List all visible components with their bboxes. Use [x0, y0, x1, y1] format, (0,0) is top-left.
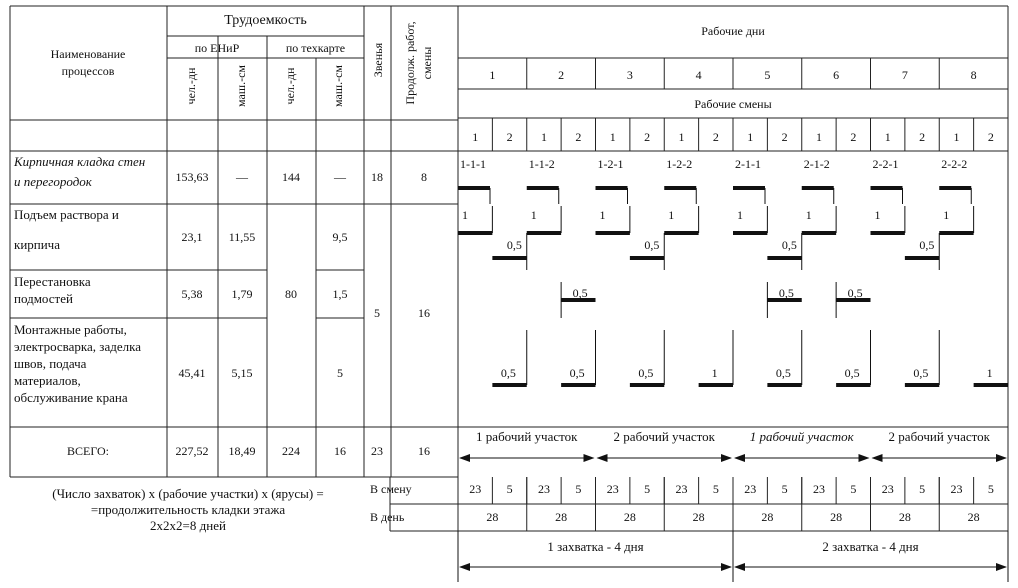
- per-day-value-3: 28: [623, 510, 636, 524]
- shift-number-5: 1: [609, 130, 616, 144]
- row3-name-1: Перестановка: [14, 274, 91, 289]
- row1-tech-man: 144: [282, 170, 300, 184]
- section-arrow-head-r-4: [996, 454, 1007, 462]
- grip-label-2: 2 захватка - 4 дня: [822, 539, 919, 554]
- note-line-1: (Число захваток) х (рабочие участки) х (ярусы) =: [52, 486, 324, 501]
- row2-name-2: кирпича: [14, 237, 60, 252]
- per-shift-value-6: 5: [644, 482, 651, 496]
- lift-label-high-7: 1: [874, 208, 881, 222]
- merged-tech-man: 80: [285, 287, 297, 301]
- row2-tech-mach: 9,5: [332, 230, 348, 244]
- shift-number-8: 2: [712, 130, 719, 144]
- section-arrow-head-l-2: [597, 454, 608, 462]
- header-crews: Звенья: [371, 42, 385, 78]
- masonry-label-6: 2-1-2: [803, 157, 830, 171]
- per-shift-value-13: 23: [881, 482, 894, 496]
- row1-crews: 18: [371, 170, 383, 184]
- shift-number-2: 2: [506, 130, 513, 144]
- masonry-label-2: 1-1-2: [528, 157, 555, 171]
- grip-arrow-head-l-1: [459, 563, 470, 571]
- masonry-label-8: 2-2-2: [941, 157, 968, 171]
- header-techcard: по техкарте: [285, 41, 346, 55]
- day-number-8: 8: [970, 68, 977, 82]
- per-day-value-8: 28: [967, 510, 980, 524]
- per-day-label: В день: [370, 510, 405, 524]
- per-day-value-4: 28: [692, 510, 705, 524]
- total-duration: 16: [418, 444, 430, 458]
- section-arrow-head-r-3: [859, 454, 870, 462]
- total-enir-mach: 18,49: [228, 444, 256, 458]
- masonry-label-4: 1-2-2: [666, 157, 693, 171]
- assembly-label-2: 0,5: [569, 366, 585, 380]
- per-shift-value-1: 23: [469, 482, 482, 496]
- per-day-value-5: 28: [761, 510, 774, 524]
- per-shift-value-11: 23: [812, 482, 825, 496]
- per-shift-value-14: 5: [919, 482, 926, 496]
- section-label-1: 1 рабочий участок: [476, 429, 578, 444]
- total-label: ВСЕГО:: [67, 444, 109, 458]
- per-shift-value-3: 23: [537, 482, 550, 496]
- row4-tech-mach: 5: [337, 366, 343, 380]
- total-tech-man: 224: [282, 444, 300, 458]
- grip-label-1: 1 захватка - 4 дня: [547, 539, 644, 554]
- header-tech-man: чел.-дн: [283, 67, 297, 105]
- lift-label-high-8: 1: [943, 208, 950, 222]
- assembly-label-3: 0,5: [638, 366, 654, 380]
- header-duration-1: Продолж. работ,: [403, 21, 417, 105]
- shift-number-11: 1: [815, 130, 822, 144]
- shift-number-4: 2: [575, 130, 582, 144]
- section-label-2: 2 рабочий участок: [613, 429, 715, 444]
- shift-number-10: 2: [781, 130, 788, 144]
- per-shift-value-12: 5: [850, 482, 857, 496]
- per-shift-value-7: 23: [675, 482, 688, 496]
- per-day-value-1: 28: [486, 510, 499, 524]
- per-shift-value-10: 5: [781, 482, 788, 496]
- row2-enir-mach: 11,55: [228, 230, 256, 244]
- header-working-shifts: Рабочие смены: [694, 97, 772, 111]
- row4-name-4: материалов,: [14, 373, 81, 388]
- row1-duration: 8: [421, 170, 427, 184]
- assembly-label-7: 0,5: [913, 366, 929, 380]
- per-day-value-2: 28: [555, 510, 568, 524]
- row4-name-3: швов, подача: [14, 356, 87, 371]
- per-shift-value-4: 5: [575, 482, 582, 496]
- row2-name-1: Подъем раствора и: [14, 207, 119, 222]
- note-line-3: 2х2х2=8 дней: [150, 518, 226, 533]
- grip-arrow-head-l-2: [734, 563, 745, 571]
- row4-enir-man: 45,41: [178, 366, 206, 380]
- day-number-1: 1: [489, 68, 496, 82]
- assembly-label-5: 0,5: [775, 366, 791, 380]
- shift-number-16: 2: [987, 130, 994, 144]
- assembly-label-1: 0,5: [500, 366, 516, 380]
- lift-label-low-3: 0,5: [644, 238, 660, 252]
- lift-label-high-6: 1: [805, 208, 812, 222]
- table-grid: [10, 6, 1008, 531]
- day-number-4: 4: [695, 68, 702, 82]
- lift-label-high-3: 1: [599, 208, 606, 222]
- per-shift-value-15: 23: [950, 482, 963, 496]
- masonry-label-5: 2-1-1: [735, 157, 761, 171]
- row4-name-1: Монтажные работы,: [14, 322, 127, 337]
- row4-enir-mach: 5,15: [231, 366, 253, 380]
- total-enir-man: 227,52: [175, 444, 209, 458]
- row1-name-2: и перегородок: [14, 174, 92, 189]
- section-arrow-head-l-3: [734, 454, 745, 462]
- row3-name-2: подмостей: [14, 291, 73, 306]
- per-shift-value-8: 5: [712, 482, 719, 496]
- assembly-label-6: 0,5: [844, 366, 860, 380]
- day-number-6: 6: [833, 68, 840, 82]
- section-label-4: 2 рабочий участок: [888, 429, 990, 444]
- shift-number-12: 2: [850, 130, 857, 144]
- header-working-days: Рабочие дни: [701, 24, 765, 38]
- day-number-3: 3: [626, 68, 633, 82]
- shift-number-13: 1: [884, 130, 891, 144]
- lift-label-high-4: 1: [668, 208, 675, 222]
- section-arrow-head-r-1: [584, 454, 595, 462]
- shift-number-6: 2: [644, 130, 651, 144]
- merged-crews: 5: [374, 306, 380, 320]
- per-shift-value-9: 23: [744, 482, 757, 496]
- merged-duration: 16: [418, 306, 430, 320]
- day-number-2: 2: [558, 68, 565, 82]
- row4-name-2: электросварка, заделка: [14, 339, 141, 354]
- section-arrow-head-r-2: [721, 454, 732, 462]
- per-shift-value-16: 5: [987, 482, 994, 496]
- day-number-5: 5: [764, 68, 771, 82]
- shift-number-9: 1: [747, 130, 754, 144]
- lift-label-high-5: 1: [737, 208, 743, 222]
- scaffold-label-2: 0,5: [778, 286, 794, 300]
- lift-label-low-1: 0,5: [506, 238, 522, 252]
- total-tech-mach: 16: [334, 444, 346, 458]
- lift-label-high-1: 1: [462, 208, 468, 222]
- shift-number-7: 1: [678, 130, 685, 144]
- day-number-7: 7: [901, 68, 908, 82]
- row3-tech-mach: 1,5: [332, 287, 348, 301]
- lift-label-low-7: 0,5: [919, 238, 935, 252]
- shift-number-14: 2: [919, 130, 926, 144]
- assembly-label-8: 1: [986, 366, 993, 380]
- row3-enir-man: 5,38: [181, 287, 203, 301]
- row1-tech-mach: —: [334, 170, 346, 184]
- per-shift-value-2: 5: [506, 482, 513, 496]
- row3-enir-mach: 1,79: [231, 287, 253, 301]
- table-text: [13, 13, 994, 554]
- shift-number-15: 1: [953, 130, 960, 144]
- row1-enir-man: 153,63: [175, 170, 209, 184]
- masonry-label-3: 1-2-1: [597, 157, 624, 171]
- section-arrow-head-l-1: [459, 454, 470, 462]
- masonry-label-7: 2-2-1: [872, 157, 899, 171]
- masonry-label-1: 1-1-1: [460, 157, 486, 171]
- header-process-1: Наименование: [50, 47, 126, 61]
- header-duration-2: смены: [420, 46, 434, 80]
- header-process-2: процессов: [61, 64, 115, 78]
- per-day-value-6: 28: [830, 510, 843, 524]
- section-label-3: 1 рабочий участок: [749, 429, 854, 444]
- header-tech-mach: маш.-см: [331, 65, 345, 107]
- row1-name-1: Кирпичная кладка стен: [14, 154, 146, 169]
- per-shift-label: В смену: [370, 482, 412, 496]
- assembly-label-4: 1: [711, 366, 718, 380]
- lift-label-low-5: 0,5: [781, 238, 797, 252]
- grip-arrow-head-r-1: [721, 563, 732, 571]
- header-enir-mach: маш.-см: [234, 65, 248, 107]
- per-shift-value-5: 23: [606, 482, 619, 496]
- per-day-value-7: 28: [898, 510, 911, 524]
- section-arrow-head-l-4: [872, 454, 883, 462]
- note-line-2: =продолжительность кладки этажа: [90, 502, 286, 517]
- duration-note: [10, 486, 366, 534]
- header-enir: по ЕНиР: [194, 41, 240, 55]
- grip-arrow-head-r-2: [996, 563, 1007, 571]
- header-labor: Трудоемкость: [224, 13, 307, 28]
- total-crews: 23: [371, 444, 383, 458]
- scaffold-label-1: 0,5: [572, 286, 588, 300]
- header-enir-man: чел.-дн: [184, 67, 198, 105]
- row2-enir-man: 23,1: [181, 230, 203, 244]
- shift-number-3: 1: [540, 130, 547, 144]
- scaffold-label-3: 0,5: [847, 286, 863, 300]
- shift-number-1: 1: [472, 130, 479, 144]
- row1-enir-mach: —: [236, 170, 248, 184]
- lift-label-high-2: 1: [530, 208, 537, 222]
- row4-name-5: обслуживание крана: [14, 390, 128, 405]
